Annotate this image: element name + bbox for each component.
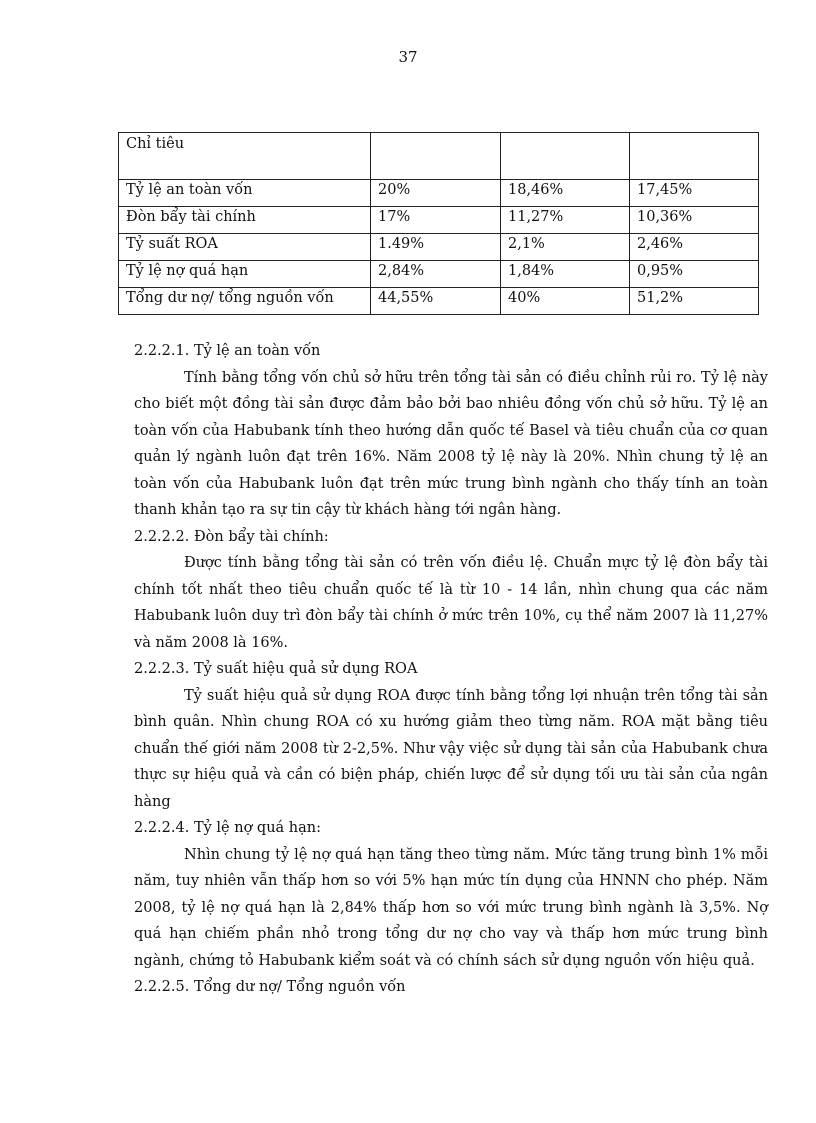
table-cell: 0,95% [630, 261, 759, 288]
table-cell: 20% [371, 180, 501, 207]
table-row [119, 261, 759, 288]
table-cell: Tỷ lệ nợ quá hạn [119, 261, 371, 288]
table-row [119, 180, 759, 207]
table-header-cell [630, 133, 759, 180]
table-cell: 1,84% [501, 261, 630, 288]
table-cell: 10,36% [630, 207, 759, 234]
table-header-cell [501, 133, 630, 180]
table-cell: 18,46% [501, 180, 630, 207]
table-cell: 2,84% [371, 261, 501, 288]
table-cell: Đòn bẩy tài chính [119, 207, 371, 234]
table-cell: 51,2% [630, 288, 759, 315]
table-cell: Tỷ lệ an toàn vốn [119, 180, 371, 207]
table-header-row [119, 133, 759, 180]
table-cell: 44,55% [371, 288, 501, 315]
section-heading: 2.2.2.1. Tỷ lệ an toàn vốn [134, 343, 321, 359]
table-header-cell: Chỉ tiêu [119, 133, 371, 180]
page-number: 37 [398, 48, 418, 66]
section-paragraph: Tỷ suất hiệu quả sử dụng ROA được tính bằng tổng lợi nhuận trên tổng tài sản bình quân. Nhìn chung ROA có xu hướng giảm theo từng năm. ROA mặt bằng tiêu chuẩn thế giới năm 2008 từ 2-2,5%. Như vậy việc sử dụng tài sản của Habubank chưa thực sự hiệu quả và cần có biện pháp, chiến lược để sử dụng tối ưu tài sản của ngân hàng [134, 687, 768, 810]
table-header-cell [371, 133, 501, 180]
table-cell: 17,45% [630, 180, 759, 207]
table-row [119, 288, 759, 315]
table-cell: 2,46% [630, 234, 759, 261]
section-heading: 2.2.2.3. Tỷ suất hiệu quả sử dụng ROA [134, 661, 418, 677]
table-cell: 17% [371, 207, 501, 234]
table-row [119, 207, 759, 234]
table-row [119, 234, 759, 261]
section-paragraph: Nhìn chung tỷ lệ nợ quá hạn tăng theo từng năm. Mức tăng trung bình 1% mỗi năm, tuy nhiên vẫn thấp hơn so với 5% hạn mức tín dụng của HNNN cho phép. Năm 2008, tỷ lệ nợ quá hạn là 2,84% thấp hơn so với mức trung bình ngành là 3,5%. Nợ quá hạn chiếm phần nhỏ trong tổng dư nợ cho vay và thấp hơn mức trung bình ngành, chứng tỏ Habubank kiểm soát và có chính sách sử dụng nguồn vốn hiệu quả. [134, 846, 768, 969]
table-cell: 40% [501, 288, 630, 315]
section-heading: 2.2.2.2. Đòn bẩy tài chính: [134, 528, 329, 545]
table-cell: 1.49% [371, 234, 501, 261]
section-paragraph: Được tính bằng tổng tài sản có trên vốn điều lệ. Chuẩn mực tỷ lệ đòn bẩy tài chính tốt nhất theo tiêu chuẩn quốc tế là từ 10 - 14 lần, nhìn chung qua các năm Habubank luôn duy trì đòn bẩy tài chính ở mức trên 10%, cụ thể năm 2007 là 11,27% và năm 2008 là 16%. [134, 555, 768, 651]
section-heading: 2.2.2.5. Tổng dư nợ/ Tổng nguồn vốn [134, 979, 406, 995]
section-heading: 2.2.2.4. Tỷ lệ nợ quá hạn: [134, 820, 322, 836]
indicator-table [118, 132, 759, 315]
table-cell: Tỷ suất ROA [119, 234, 371, 261]
table-cell: 11,27% [501, 207, 630, 234]
table-cell: 2,1% [501, 234, 630, 261]
body-text [134, 338, 768, 1001]
table-cell: Tổng dư nợ/ tổng nguồn vốn [119, 288, 371, 315]
section-paragraph: Tính bằng tổng vốn chủ sở hữu trên tổng tài sản có điều chỉnh rủi ro. Tỷ lệ này cho biết một đồng tài sản được đảm bảo bởi bao nhiêu đồng vốn chủ sở hữu. Tỷ lệ an toàn vốn của Habubank tính theo hướng dẫn quốc tế Basel và tiêu chuẩn của cơ quan quản lý ngành luôn đạt trên 16%. Năm 2008 tỷ lệ này là 20%. Nhìn chung tỷ lệ an toàn vốn của Habubank luôn đạt trên mức trung bình ngành cho thấy tính an toàn thanh khản tạo ra sự tin cậy từ khách hàng tới ngân hàng. [134, 369, 768, 518]
